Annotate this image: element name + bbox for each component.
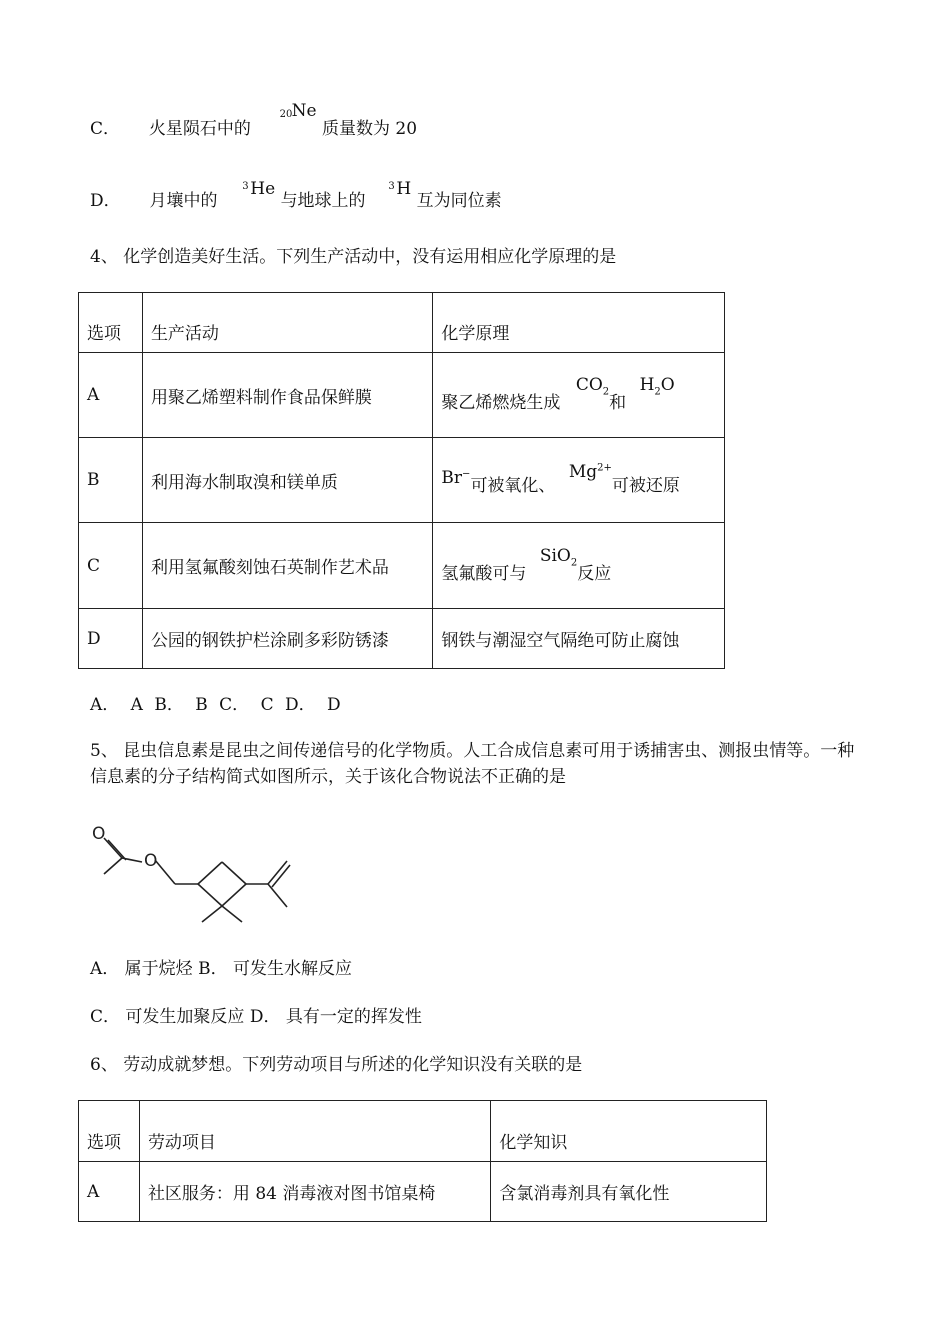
formula-base: O	[660, 375, 675, 396]
table-row	[79, 1162, 767, 1222]
header-cell: 劳动项目	[139, 1101, 490, 1162]
activity-cell: 利用氢氟酸刻蚀石英制作艺术品	[142, 523, 432, 609]
option-label: C．	[90, 119, 121, 139]
nuclide-formula	[279, 101, 317, 140]
formula-base: CO	[575, 375, 603, 396]
q4-table	[78, 292, 725, 669]
principle-text: 聚乙烯燃烧生成	[441, 393, 561, 414]
formula-mg	[569, 462, 612, 482]
ester-oxygen-label: O	[144, 851, 158, 871]
q6-table	[78, 1100, 767, 1222]
option-text-post: 互为同位素	[416, 191, 502, 211]
q5-stem: 5、 昆虫信息素是昆虫之间传递信号的化学物质。人工合成信息素可用于诱捕害虫、测报虫情等。一种信息素的分子结构简式如图所示，关于该化合物说法不正确的是	[90, 741, 855, 787]
principle-join: 和	[609, 393, 627, 414]
activity-cell: 公园的钢铁护栏涂刷多彩防锈漆	[142, 609, 432, 669]
mass-number: 3	[388, 181, 395, 192]
formula-sub: 2	[602, 386, 610, 398]
option-cell: B	[79, 438, 143, 523]
principle-cell: 钢铁与潮湿空气隔绝可防止腐蚀	[433, 609, 725, 669]
formula-co2	[576, 375, 609, 397]
principle-text: 可被还原	[611, 475, 680, 496]
element-symbol: Ne	[291, 101, 317, 121]
mass-number: 20	[279, 109, 293, 120]
option-cell: A	[79, 353, 143, 438]
principle-text: 氢氟酸可与	[441, 563, 527, 584]
table-row	[79, 609, 725, 669]
header-cell: 化学知识	[491, 1101, 767, 1162]
principle-text: 可被氧化、	[470, 475, 556, 496]
principle-cell	[433, 438, 725, 523]
table-header-row	[79, 1101, 767, 1162]
formula-sup: −	[462, 467, 471, 479]
item-cell: 社区服务：用 84 消毒液对图书馆桌椅	[139, 1162, 490, 1222]
option-cell: C	[79, 523, 143, 609]
skeleton-bonds	[104, 838, 290, 922]
element-symbol: H	[396, 179, 412, 199]
formula-base: SiO	[539, 545, 571, 566]
q5-options-line-2: C． 可发生加聚反应 D． 具有一定的挥发性	[90, 1007, 422, 1027]
option-text-pre: 月壤中的	[149, 191, 218, 211]
formula-h2o	[640, 375, 675, 397]
nuclide-formula-h	[388, 179, 412, 212]
table-row	[79, 353, 725, 438]
q4-stem: 4、 化学创造美好生活。下列生产活动中，没有运用相应化学原理的是	[90, 247, 617, 267]
option-cell: D	[79, 609, 143, 669]
q6-stem: 6、 劳动成就梦想。下列劳动项目与所述的化学知识没有关联的是	[90, 1055, 583, 1075]
formula-sub: 2	[570, 557, 578, 569]
nuclide-formula-he	[242, 179, 276, 212]
option-cell: A	[79, 1162, 140, 1222]
q5-options-line-1: A． 属于烷烃 B． 可发生水解反应	[90, 959, 352, 979]
option-text-pre: 火星陨石中的	[148, 119, 251, 139]
header-cell: 生产活动	[142, 293, 432, 353]
formula-br	[441, 468, 470, 488]
formula-base: Br	[441, 467, 463, 488]
principle-cell	[433, 353, 725, 438]
q4-answer-options: A． A B． B C． C D． D	[90, 695, 341, 715]
carbonyl-oxygen-label: O	[92, 824, 106, 844]
option-label: D．	[90, 191, 121, 211]
option-text-mid: 与地球上的	[280, 191, 366, 211]
q3-option-c	[90, 101, 418, 140]
principle-cell	[433, 523, 725, 609]
activity-cell: 用聚乙烯塑料制作食品保鲜膜	[142, 353, 432, 438]
formula-sup: 2+	[597, 461, 612, 473]
element-symbol: He	[250, 179, 276, 199]
principle-text: 反应	[577, 563, 612, 584]
formula-sub: 2	[654, 386, 661, 398]
activity-cell: 利用海水制取溴和镁单质	[142, 438, 432, 523]
option-text-post: 质量数为 20	[321, 119, 418, 139]
knowledge-cell: 含氯消毒剂具有氧化性	[491, 1162, 767, 1222]
header-cell: 选项	[79, 293, 143, 353]
table-row	[79, 523, 725, 609]
table-header-row	[79, 293, 725, 353]
header-cell: 选项	[79, 1101, 140, 1162]
formula-sio2	[540, 546, 577, 568]
formula-base: H	[639, 375, 655, 396]
mass-number: 3	[242, 181, 249, 192]
table-row	[79, 438, 725, 523]
formula-base: Mg	[568, 461, 598, 482]
header-cell: 化学原理	[433, 293, 725, 353]
q3-option-d	[90, 179, 502, 212]
molecule-structure	[80, 808, 310, 928]
